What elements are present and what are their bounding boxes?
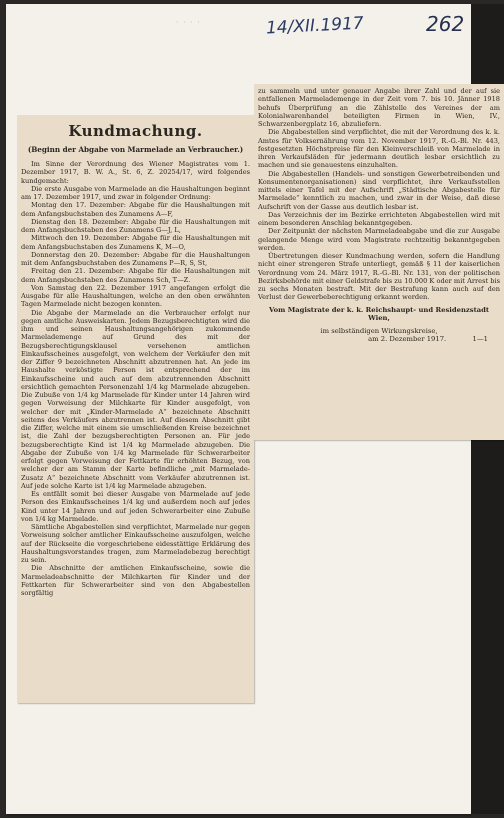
- schedule-line: Dienstag den 18. Dezember: Abgabe für die Haushaltungen mit dem Anfangsbuchstaben des Zunamens G—J, L,: [21, 217, 250, 234]
- schedule-line: Mittwoch den 19. Dezember: Abgabe für die Haushaltungen mit dem Anfangsbuchstaben des Zunamens K, M—O,: [21, 234, 250, 251]
- authority-subline: im selbständigen Wirkungskreise,: [320, 326, 438, 335]
- paragraph: Sämtliche Abgabestellen sind verpflichtet, Marmelade nur gegen Vorweisung solcher amtlicher Einkaufsscheine auszufolgen, welche auf der Rückseite die vorgeschriebene eidesstättige Erklärung des Haushaltungsvorstandes tragen, zum Marmeladebezug berechtigt zu sein.: [21, 523, 250, 564]
- paragraph: Der Zeitpunkt der nächsten Marmeladeabgabe und die zur Ausgabe gelangende Menge wird vom Magistrate rechtzeitig bekanntgegeben werden.: [258, 227, 500, 252]
- paragraph: Von Samstag den 22. Dezember 1917 angefangen erfolgt die Ausgabe für alle Haushaltungen, welche an den oben erwähnten Tagen Marmelade nicht bezogen konnten.: [21, 283, 250, 309]
- faint-stamp: · · · ·: [176, 18, 201, 27]
- page-title: Kundmachung.: [68, 122, 203, 140]
- paragraph: Die Abgabestellen sind verpflichtet, die mit der Verordnung des k. k. Amtes für Volksernährung vom 12. November 1917, R.-G.-Bl. Nr. 443, festgesetzten Höchstpreise für den Kleinverschleiß von Marmelade in ihren Verkaufsläden für jedermann deutlich lesbar ersichtlich zu machen und sie genauestens einzuhalten.: [258, 128, 500, 170]
- paragraph: zu sammeln und unter genauer Angabe ihrer Zahl und der auf sie entfallenen Marmelademenge in der Zeit vom 7. bis 10. Jänner 1918 behufs Überprüfung an die Zählstelle des Vereines der am Kolonialwarenhandel beteiligten Firmen in Wien, IV., Schwarzenbergplatz 16, abzuliefern.: [258, 87, 500, 128]
- paragraph: Es entfällt somit bei dieser Ausgabe von Marmelade auf jede Person des Einkaufsscheines 1/4 kg und außerdem noch auf jedes Kind unter 14 Jahren und auf jeden Schwerarbeiter eine Zubuße von 1/4 kg Marmelade.: [21, 490, 250, 523]
- paragraph: Die Abgabe der Marmelade an die Verbraucher erfolgt nur gegen amtliche Ausweiskarten. Jedem Bezugsberechtigten wird die ihm und seinen Haushaltungsangehörigen zukommende Marmelademenge auf Grund des mit der Bezugsberechtigungsklausel versehenen amtlichen Einkaufsscheines ausgefolgt, von welchem der Verkäufer den mit der Ziffer 9 bezeichneten Abschnitt abzutrennen hat. An jede im Haushalte verköstigte Person ist entsprechend der im Einkaufsscheine und auch auf dem abzutrennenden Abschnitt ersichtlich gemachten Personenzahl 1/4 kg Marmelade abzugeben. Die Zubuße von 1/4 kg Marmelade für Kinder unter 14 Jahren wird gegen Vorweisung der Milchkarte für Kinder ausgefolgt, von welcher der mit „Kinder-Marmelade A“ bezeichnete Abschnitt seitens des Verkäufers abzutrennen ist. Auf diesem Abschnitt gibt die Ziffer, welche mit einem sie umschließenden Kreise bezeichnet ist, die Zahl der bezugsberechtigten Personen an. Für jede bezugsberechtigte Kind ist 1/4 kg Marmelade abzugeben. Die Abgabe der Zubuße von 1/4 kg Marmelade für Schwerarbeiter erfolgt gegen Vorweisung der Fettkarte für erhöhten Bezug, von welcher der am Stamm der Karte befindliche „mit Marmelade-Zusatz A“ bezeichnete Abschnitt vom Verkäufer abzutrennen ist. Auf jede solche Karte ist 1/4 kg Marmelade abzugeben.: [21, 308, 250, 490]
- schedule-line: Montag den 17. Dezember: Abgabe für die Haushaltungen mit dem Anfangsbuchstaben des Zunamens A—F,: [21, 201, 250, 218]
- schedule-line: Freitag den 21. Dezember: Abgabe für die Haushaltungen mit dem Anfangsbuchstaben des Zunamens Sch, T—Z.: [21, 267, 250, 284]
- notice-date: am 2. Dezember 1917.: [368, 335, 447, 344]
- paragraph: Die Abgabestellen (Handels- und sonstigen Gewerbetreibenden und Konsumentenorganisationen) sind verpflichtet, ihre Verkaufsstellen mittels einer Tafel mit der Aufschrift „Städtische Abgabestelle für Marmelade“ kenntlich zu machen, und zwar in der Weise, daß diese Aufschrift von der Gasse aus deutlich lesbar ist.: [258, 169, 500, 211]
- paragraph: Das Verzeichnis der im Bezirke errichteten Abgabestellen wird mit einem besonderen Anschlag bekanntgegeben.: [258, 210, 500, 227]
- authority-signature: Vom Magistrate der k. k. Reichshaupt- und Residenzstadt Wien,: [268, 305, 490, 323]
- paragraph: Die Abschnitte der amtlichen Einkaufsscheine, sowie die Marmeladeabschnitte der Milchkarten für Kinder und der Fettkarten für Schwerarbeiter sind von den Abgabestellen sorgfältig: [21, 564, 250, 597]
- handwritten-date-note: 14/XII.1917: [265, 13, 365, 39]
- clipping-left-column: [17, 115, 254, 703]
- schedule-line: Donnerstag den 20. Dezember: Abgabe für die Haushaltungen mit dem Anfangsbuchstaben des Zunamens P—R, S, St,: [21, 250, 250, 267]
- paragraph: Die erste Ausgabe von Marmelade an die Haushaltungen beginnt am 17. Dezember 1917, und zwar in folgender Ordnung:: [21, 184, 250, 201]
- reference-number: 1—1: [472, 335, 488, 344]
- folio-number: 262: [426, 12, 465, 36]
- paragraph: Im Sinne der Verordnung des Wiener Magistrates vom 1. Dezember 1917, B. W. A., St. 6, Z. 20254/17, wird folgendes kundgemacht:: [21, 160, 250, 185]
- clipping-right-column: [254, 84, 504, 440]
- notice-subtitle: (Beginn der Abgabe von Marmelade an Verbraucher.): [27, 145, 244, 154]
- paragraph: Übertretungen dieser Kundmachung werden, sofern die Handlung nicht einer strengeren Strafe unterliegt, gemäß § 11 der kaiserlichen Verordnung vom 24. März 1917, R.-G.-Bl. Nr. 131, von der politischen Bezirksbehörde mit einer Geldstrafe bis zu 10.000 K oder mit Arrest bis zu sechs Monaten bestraft. Mit der Bestrafung kann auch auf den Verlust der Gewerbeberechtigung erkannt werden.: [258, 252, 500, 302]
- notice-date-line: [258, 335, 500, 344]
